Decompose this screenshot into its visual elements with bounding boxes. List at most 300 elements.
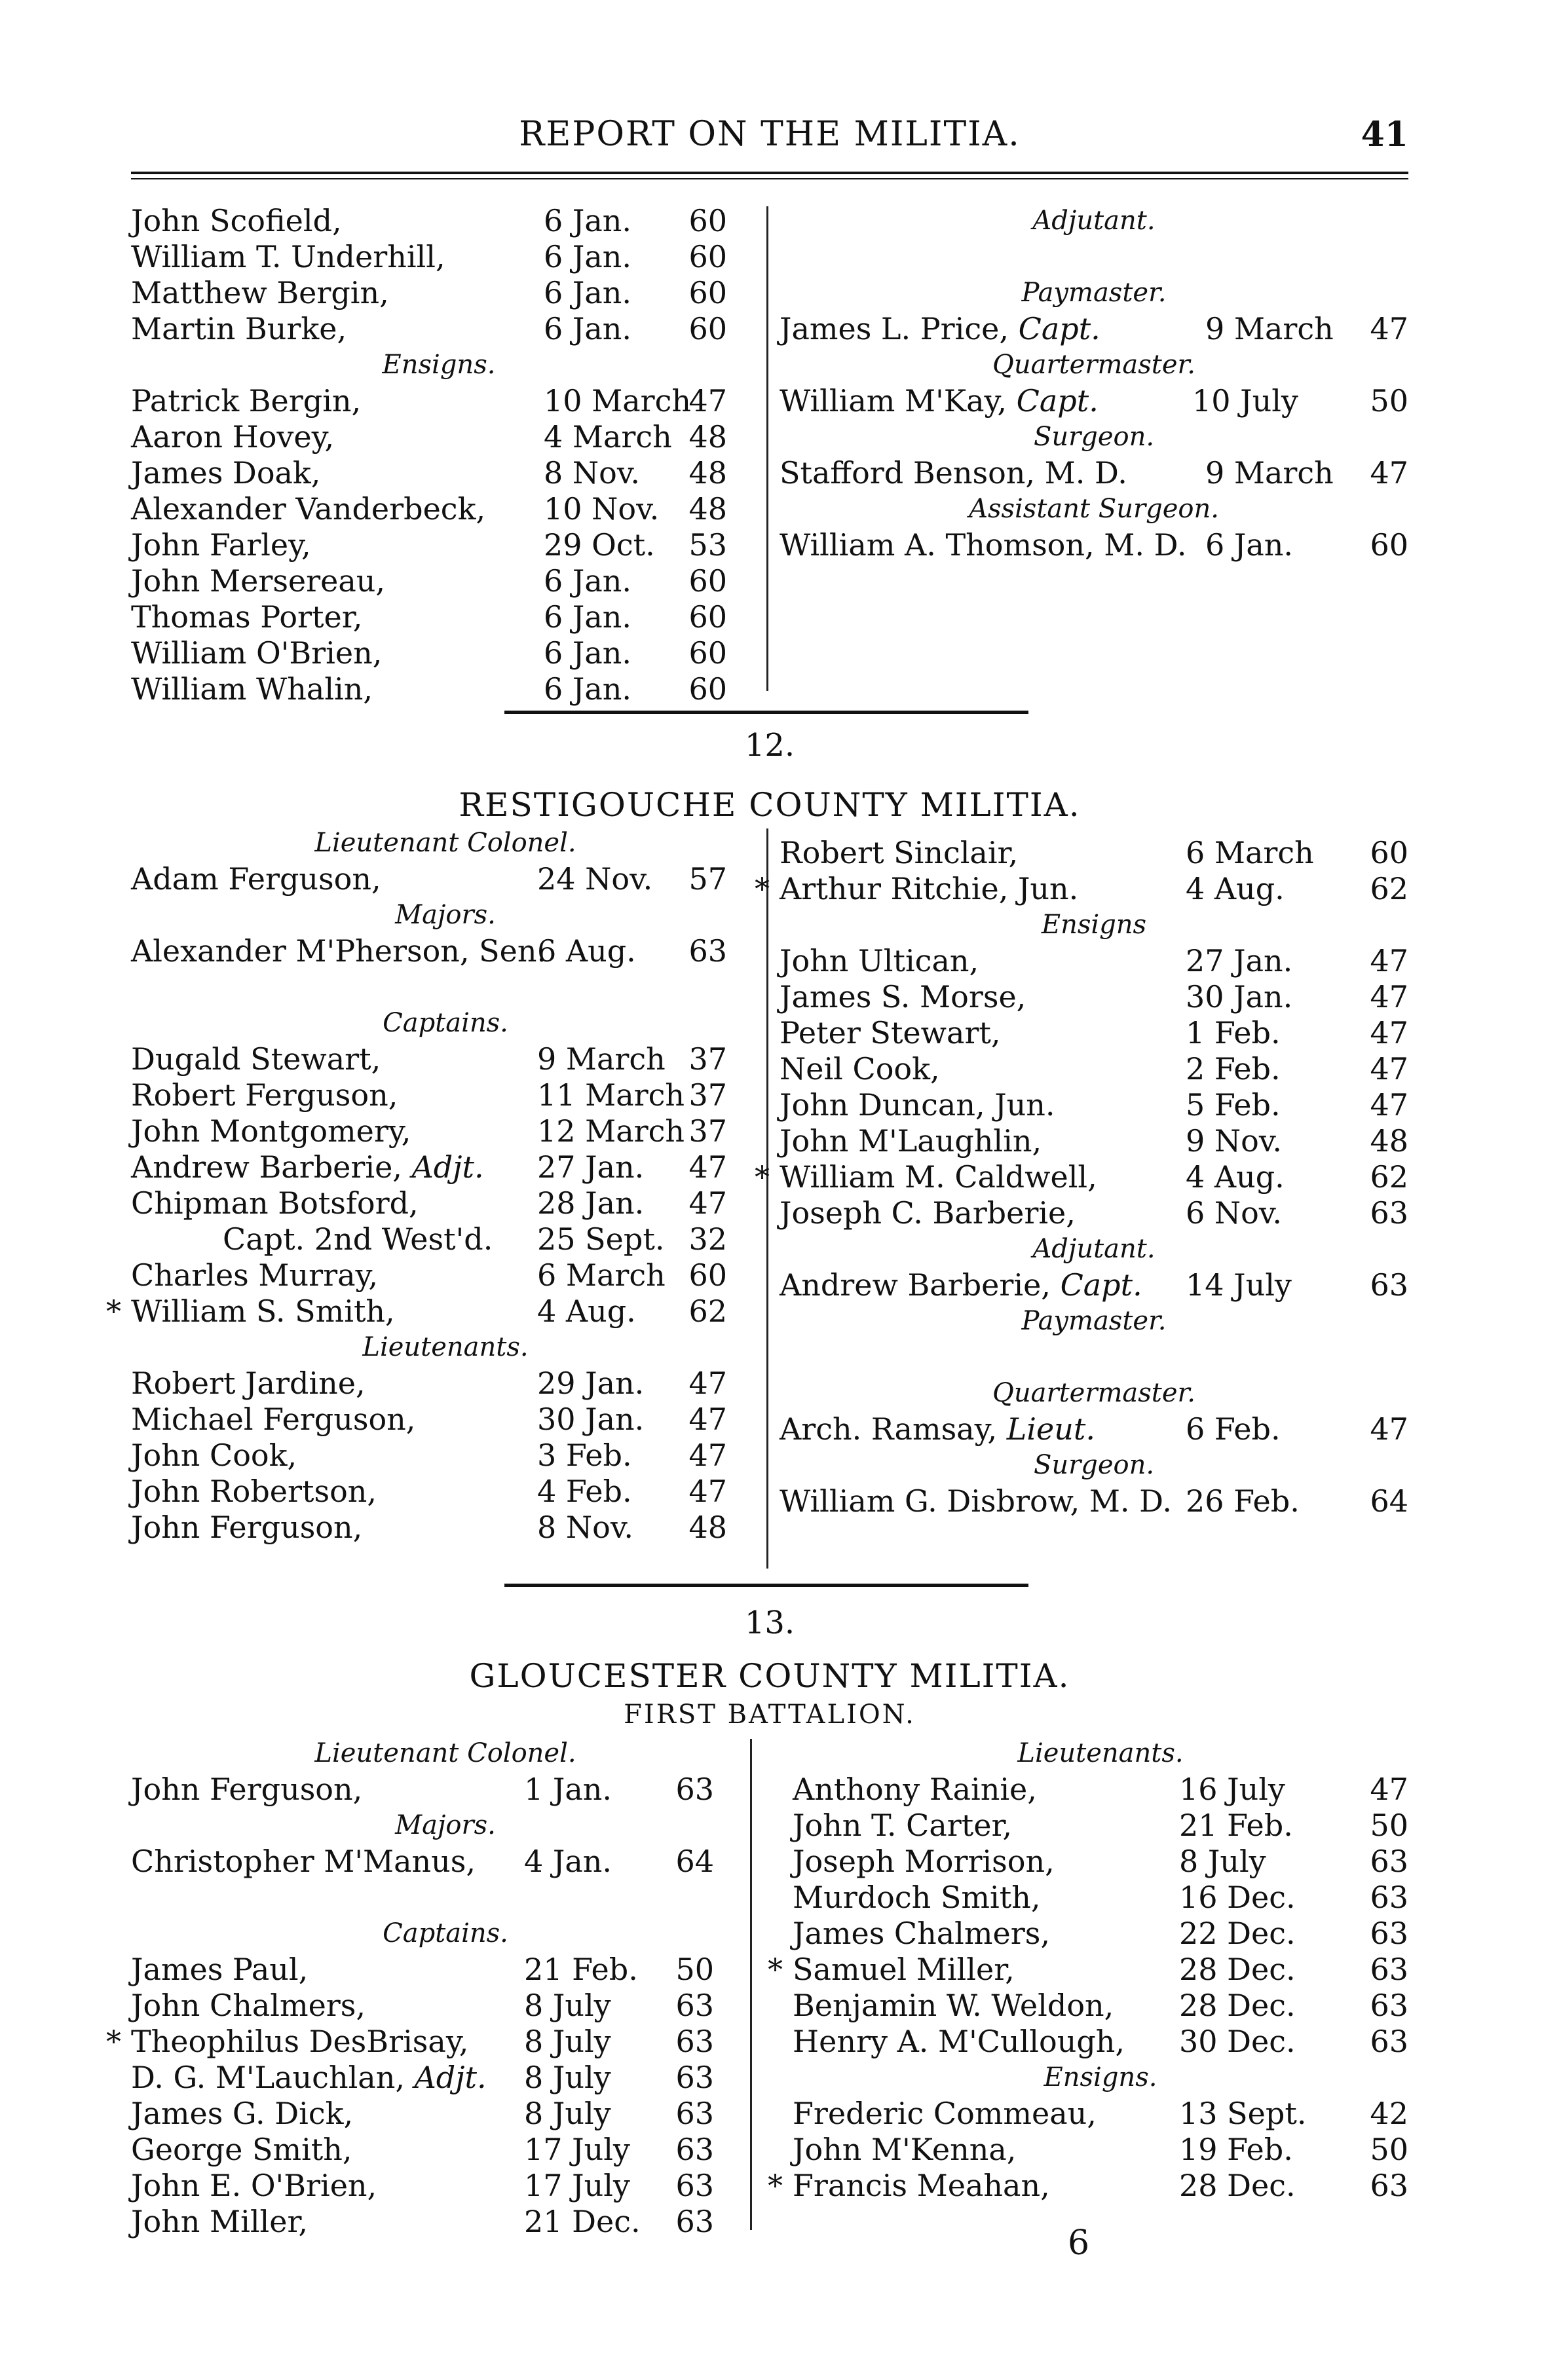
commission-year: 48 [688,491,727,527]
commission-date: 1 Feb. [1186,1015,1281,1051]
commission-date: 8 July [524,1988,611,2023]
officer-name: John Scofield, [131,203,342,238]
list-item [131,491,747,527]
commission-date: 22 Dec. [1179,1916,1296,1951]
officer-name: Martin Burke, [131,311,347,346]
commission-date: 19 Feb. [1179,2132,1293,2167]
officer-name: Anthony Rainie, [793,1772,1037,1807]
commission-date: 8 Nov. [544,455,640,491]
commission-year: 47 [1370,979,1408,1014]
officer-name: James G. Dick, [131,2096,354,2131]
commission-year: 50 [1370,2132,1408,2167]
list-item [131,2096,760,2132]
list-item [793,1916,1408,1952]
list-item [793,2096,1408,2132]
commission-year: 47 [688,1185,727,1221]
list-item [131,419,747,455]
commission-year: 63 [1370,2168,1408,2203]
commission-year: 63 [675,1988,714,2023]
commission-date: 6 Jan. [544,275,632,310]
top-left-column [131,203,747,707]
commission-date: 13 Sept. [1179,2096,1307,2131]
commission-date: 26 Feb. [1186,1483,1300,1519]
officer-name: Chipman Botsford, [131,1185,419,1221]
commission-year: 60 [688,599,727,635]
commission-date: 4 March [544,419,672,455]
commission-date: 17 July [524,2132,630,2167]
rank-heading: Captains. [383,1008,508,1038]
list-item: James L. Price, Capt. 9 March 47 [780,311,1408,346]
commission-date: 29 Oct. [544,527,655,563]
officer-name: Capt. 2nd West'd. [223,1221,493,1257]
rank-heading: Lieutenant Colonel. [314,828,576,858]
list-item [793,2024,1408,2060]
commission-year: 48 [688,419,727,455]
commission-year: 48 [688,1510,727,1545]
rank-heading: Majors. [395,900,496,930]
column-divider [766,828,768,1569]
officer-name: John Duncan, Jun. [780,1087,1055,1123]
commission-date: 4 Feb. [537,1474,632,1509]
rank-heading: Paymaster. [1021,1306,1167,1336]
commission-date: 6 Nov. [1186,1195,1282,1231]
list-item [131,1510,760,1546]
list-item [131,933,760,969]
officer-name: Peter Stewart, [780,1015,1001,1051]
list-item [131,2204,760,2240]
officer-name: Robert Sinclair, [780,835,1019,870]
assistant-surgeon-heading: Assistant Surgeon. [969,494,1219,524]
list-item [780,1267,1408,1303]
officer-name: John M'Laughlin, [780,1123,1042,1159]
commission-date: 9 Nov. [1186,1123,1282,1159]
commission-date: 6 Jan. [544,311,632,346]
officer-name: Charles Murray, [131,1257,379,1293]
list-item [755,1159,1408,1195]
asterisk-mark: * [768,1952,783,1987]
commission-year: 63 [1370,2024,1408,2059]
header-rule [131,172,1408,179]
officer-name: James Chalmers, [793,1916,1050,1951]
commission-date: 30 Dec. [1179,2024,1296,2059]
gloucester-heading [131,1605,1408,1736]
commission-date: 10 March [544,383,692,418]
officer-name: Patrick Bergin, [131,383,362,418]
list-item [131,1113,760,1149]
officer-name: William G. Disbrow, M. D. [780,1483,1173,1519]
officer-name: Frederic Commeau, [793,2096,1097,2131]
commission-date: 6 Jan. [544,599,632,635]
commission-date: 6 March [537,1257,666,1293]
officer-name: Alexander Vanderbeck, [131,491,486,527]
commission-year: 62 [1370,871,1408,906]
commission-year: 37 [688,1113,727,1149]
list-item [131,1221,760,1257]
list-item [755,871,1408,907]
officer-name: John Robertson, [131,1474,377,1509]
restigouche-heading [131,727,1408,825]
commission-year: 47 [1370,1411,1408,1447]
commission-date: 8 July [524,2024,611,2059]
list-item [131,1474,760,1510]
commission-year: 50 [675,1952,714,1987]
officer-name: Theophilus DesBrisay, [131,2024,469,2059]
commission-year: 47 [1370,943,1408,978]
officer-name: Henry A. M'Cullough, [793,2024,1125,2059]
officer-name: Michael Ferguson, [131,1402,416,1437]
commission-year: 37 [688,1077,727,1113]
officer-name: John Ferguson, [131,1772,363,1807]
list-item [131,635,747,671]
officer-name: D. G. M'Lauchlan, [131,2060,405,2095]
commission-date: 14 July [1186,1267,1292,1303]
commission-year: 60 [688,239,727,274]
commission-year: 63 [675,2060,714,2095]
rank-heading: Ensigns. [1044,2062,1157,2092]
commission-date: 28 Dec. [1179,2168,1296,2203]
list-item [131,2168,760,2204]
officer-name: Robert Jardine, [131,1366,366,1401]
officer-name: John T. Carter, [793,1808,1013,1843]
commission-date: 16 Dec. [1179,1880,1296,1915]
list-item: William A. Thomson, M. D. 6 Jan. 60 [780,527,1408,563]
rank-heading: Quartermaster. [992,1378,1195,1408]
list-item [131,1041,760,1077]
officer-name: Francis Meahan, [793,2168,1050,2203]
officer-title: Adjt. [414,2060,487,2095]
commission-date: 17 July [524,2168,630,2203]
asterisk-mark: * [755,871,770,906]
commission-date: 30 Jan. [537,1402,645,1437]
gloucester-right-column [768,1736,1408,2204]
commission-date: 10 Nov. [544,491,660,527]
list-item [793,2132,1408,2168]
list-item [131,1366,760,1402]
officer-name: George Smith, [131,2132,352,2167]
list-item [131,1438,760,1474]
commission-date: 25 Sept. [537,1221,665,1257]
officer-name: Dugald Stewart, [131,1041,381,1077]
list-item [131,1149,760,1185]
commission-year: 63 [675,1772,714,1807]
officer-name: John Chalmers, [131,1988,366,2023]
officer-title: Lieut. [1006,1411,1095,1447]
officer-name: James S. Morse, [780,979,1026,1014]
commission-year: 47 [688,383,727,418]
list-item [131,455,747,491]
list-item [780,1195,1408,1231]
commission-date: 28 Dec. [1179,1952,1296,1987]
list-item [131,203,747,239]
commission-year: 63 [688,933,727,969]
commission-year: 60 [688,311,727,346]
commission-date: 30 Jan. [1186,979,1293,1014]
column-divider [750,1739,752,2230]
officer-name: James Paul, [131,1952,309,1987]
commission-year: 60 [688,563,727,599]
running-title: REPORT ON THE MILITIA. [519,115,1021,154]
commission-year: 63 [1370,1988,1408,2023]
rank-heading: Lieutenants. [1017,1738,1184,1768]
commission-date: 6 Jan. [544,671,632,707]
officer-name: Adam Ferguson, [131,861,381,897]
rank-heading: Adjutant. [1032,1234,1156,1264]
officer-title: Capt. [1060,1267,1142,1303]
commission-date: 6 Aug. [537,933,636,969]
officer-name: William O'Brien, [131,635,383,671]
list-item [131,311,747,347]
commission-year: 57 [688,861,727,897]
commission-date: 8 Nov. [537,1510,633,1545]
commission-year: 47 [1370,1772,1408,1807]
surgeon-heading: Surgeon. [1033,422,1155,452]
commission-year: 63 [675,2096,714,2131]
list-item [780,1483,1408,1519]
commission-year: 47 [688,1438,727,1473]
officer-name: William S. Smith, [131,1293,395,1329]
list-item [780,943,1408,979]
section-title: GLOUCESTER COUNTY MILITIA. [469,1657,1070,1695]
commission-year: 62 [688,1293,727,1329]
commission-year: 63 [1370,1267,1408,1303]
rank-heading: Lieutenants. [362,1332,529,1362]
commission-year: 47 [1370,1051,1408,1087]
list-item [131,1257,760,1293]
commission-year: 63 [1370,1195,1408,1231]
commission-date: 29 Jan. [537,1366,645,1401]
officer-name: John Montgomery, [131,1113,411,1149]
commission-date: 6 Jan. [544,563,632,599]
commission-date: 11 March [537,1077,685,1113]
list-item [780,1411,1408,1447]
rank-heading: Ensigns [1041,910,1147,940]
restigouche-left-column [106,825,760,1546]
commission-date: 21 Feb. [1179,1808,1293,1843]
list-item [131,1077,760,1113]
officer-name: James Doak, [131,455,321,491]
commission-year: 64 [675,1844,714,1879]
officer-name: Benjamin W. Weldon, [793,1988,1114,2023]
commission-year: 48 [1370,1123,1408,1159]
officer-name: John Ultican, [780,943,979,978]
section-rule [504,711,1028,714]
list-item [131,1988,760,2024]
officer-name: Andrew Barberie, [131,1149,402,1185]
list-item [131,383,747,419]
officer-name: Joseph Morrison, [793,1844,1055,1879]
spacer [131,969,760,1005]
commission-year: 60 [1370,835,1408,870]
commission-date: 21 Dec. [524,2204,641,2239]
gloucester-left-column [106,1736,760,2240]
commission-date: 27 Jan. [537,1149,645,1185]
commission-date: 12 March [537,1113,685,1149]
commission-date: 4 Aug. [1186,1159,1285,1195]
asterisk-mark: * [106,1293,121,1329]
list-item [780,1087,1408,1123]
list-item [131,275,747,311]
officer-name: William M. Caldwell, [780,1159,1097,1195]
commission-year: 62 [1370,1159,1408,1195]
officer-name: John Ferguson, [131,1510,363,1545]
paymaster-heading: Paymaster. [1021,278,1167,308]
list-item [793,1988,1408,2024]
list-item [793,1880,1408,1916]
commission-date: 6 March [1186,835,1314,870]
commission-date: 1 Jan. [524,1772,612,1807]
list-item [131,1844,760,1880]
list-item [106,2024,760,2060]
officer-name: John E. O'Brien, [131,2168,377,2203]
officer-name: John Farley, [131,527,311,563]
spacer [131,1880,760,1916]
list-item [131,239,747,275]
top-right-column [780,203,1408,563]
commission-date: 4 Aug. [537,1293,636,1329]
commission-date: 28 Jan. [537,1185,645,1221]
commission-date: 5 Feb. [1186,1087,1281,1123]
commission-year: 47 [688,1149,727,1185]
list-item [780,1051,1408,1087]
commission-year: 63 [1370,1952,1408,1987]
officer-title: Adjt. [411,1149,484,1185]
list-item [793,1844,1408,1880]
list-item [131,861,760,897]
asterisk-mark: * [768,2168,783,2203]
section-title: RESTIGOUCHE COUNTY MILITIA. [459,786,1081,824]
commission-year: 63 [675,2168,714,2203]
commission-date: 8 July [524,2060,611,2095]
list-item [131,563,747,599]
page-number: 41 [1361,115,1408,155]
rank-heading: Surgeon. [1033,1450,1155,1480]
list-item [131,1952,760,1988]
commission-date: 21 Feb. [524,1952,638,1987]
commission-year: 47 [1370,1015,1408,1051]
commission-date: 6 Jan. [544,239,632,274]
commission-year: 60 [688,671,727,707]
officer-name: Arthur Ritchie, Jun. [780,871,1079,906]
commission-date: 9 March [537,1041,666,1077]
commission-year: 47 [688,1402,727,1437]
list-item [793,1772,1408,1808]
commission-year: 47 [1370,1087,1408,1123]
adjutant-heading: Adjutant. [1032,206,1156,236]
officer-name: John Miller, [131,2204,309,2239]
commission-year: 60 [688,635,727,671]
commission-year: 63 [675,2024,714,2059]
list-item [768,1952,1408,1988]
officer-name: Robert Ferguson, [131,1077,398,1113]
officer-name: Andrew Barberie, [780,1267,1051,1303]
officer-name: John Mersereau, [131,563,386,599]
commission-year: 53 [688,527,727,563]
officer-name: Christopher M'Manus, [131,1844,476,1879]
list-item [131,1772,760,1808]
rank-heading: Ensigns. [382,350,496,380]
commission-date: 8 July [1179,1844,1266,1879]
list-item [131,527,747,563]
officer-name: John Cook, [131,1438,297,1473]
officer-name: William T. Underhill, [131,239,445,274]
list-item [780,1123,1408,1159]
commission-date: 2 Feb. [1186,1051,1281,1087]
rank-heading: Lieutenant Colonel. [314,1738,576,1768]
officer-name: Joseph C. Barberie, [780,1195,1076,1231]
commission-date: 4 Aug. [1186,871,1285,906]
list-item: William M'Kay, Capt. 10 July 50 [780,383,1408,418]
list-item [131,2132,760,2168]
officer-name: Samuel Miller, [793,1952,1015,1987]
commission-year: 32 [688,1221,727,1257]
commission-date: 16 July [1179,1772,1285,1807]
commission-date: 3 Feb. [537,1438,632,1473]
list-item [780,1015,1408,1051]
signature-mark: 6 [1068,2223,1090,2263]
restigouche-right-column [755,835,1408,1519]
asterisk-mark: * [106,2024,121,2059]
commission-year: 63 [1370,1880,1408,1915]
commission-year: 48 [688,455,727,491]
list-item [768,2168,1408,2204]
commission-year: 47 [688,1366,727,1401]
list-item: Stafford Benson, M. D. 9 March 47 [780,455,1408,491]
rank-heading: Majors. [395,1810,496,1840]
commission-year: 50 [1370,1808,1408,1843]
asterisk-mark: * [755,1159,770,1195]
column-divider [766,206,768,691]
officer-name: Thomas Porter, [131,599,363,635]
commission-year: 63 [1370,1844,1408,1879]
list-item [106,1293,760,1329]
commission-year: 63 [675,2204,714,2239]
section-rule [504,1584,1028,1587]
commission-year: 42 [1370,2096,1408,2131]
battalion-title: FIRST BATTALION. [624,1700,916,1730]
section-number: 13. [744,1605,795,1641]
commission-year: 60 [688,275,727,310]
quartermaster-heading: Quartermaster. [992,350,1195,380]
commission-year: 47 [688,1474,727,1509]
list-item [131,1185,760,1221]
list-item [131,2060,760,2096]
officer-name: Murdoch Smith, [793,1880,1041,1915]
section-number: 12. [744,727,795,764]
list-item [780,979,1408,1015]
commission-year: 63 [675,2132,714,2167]
commission-date: 27 Jan. [1186,943,1293,978]
commission-date: 6 Jan. [544,203,632,238]
list-item [780,835,1408,871]
commission-date: 28 Dec. [1179,1988,1296,2023]
list-item [131,599,747,635]
spacer [780,1339,1408,1375]
commission-year: 37 [688,1041,727,1077]
commission-date: 6 Feb. [1186,1411,1281,1447]
commission-year: 63 [1370,1916,1408,1951]
officer-name: Alexander M'Pherson, Sen. [131,933,547,969]
list-item [793,1808,1408,1844]
officer-name: William Whalin, [131,671,373,707]
commission-date: 6 Jan. [544,635,632,671]
officer-name: Neil Cook, [780,1051,940,1087]
commission-year: 60 [688,1257,727,1293]
officer-name: Arch. Ramsay, [780,1411,998,1447]
commission-date: 24 Nov. [537,861,653,897]
officer-name: Aaron Hovey, [131,419,335,455]
page-header [131,115,1408,160]
rank-heading: Captains. [383,1918,508,1948]
